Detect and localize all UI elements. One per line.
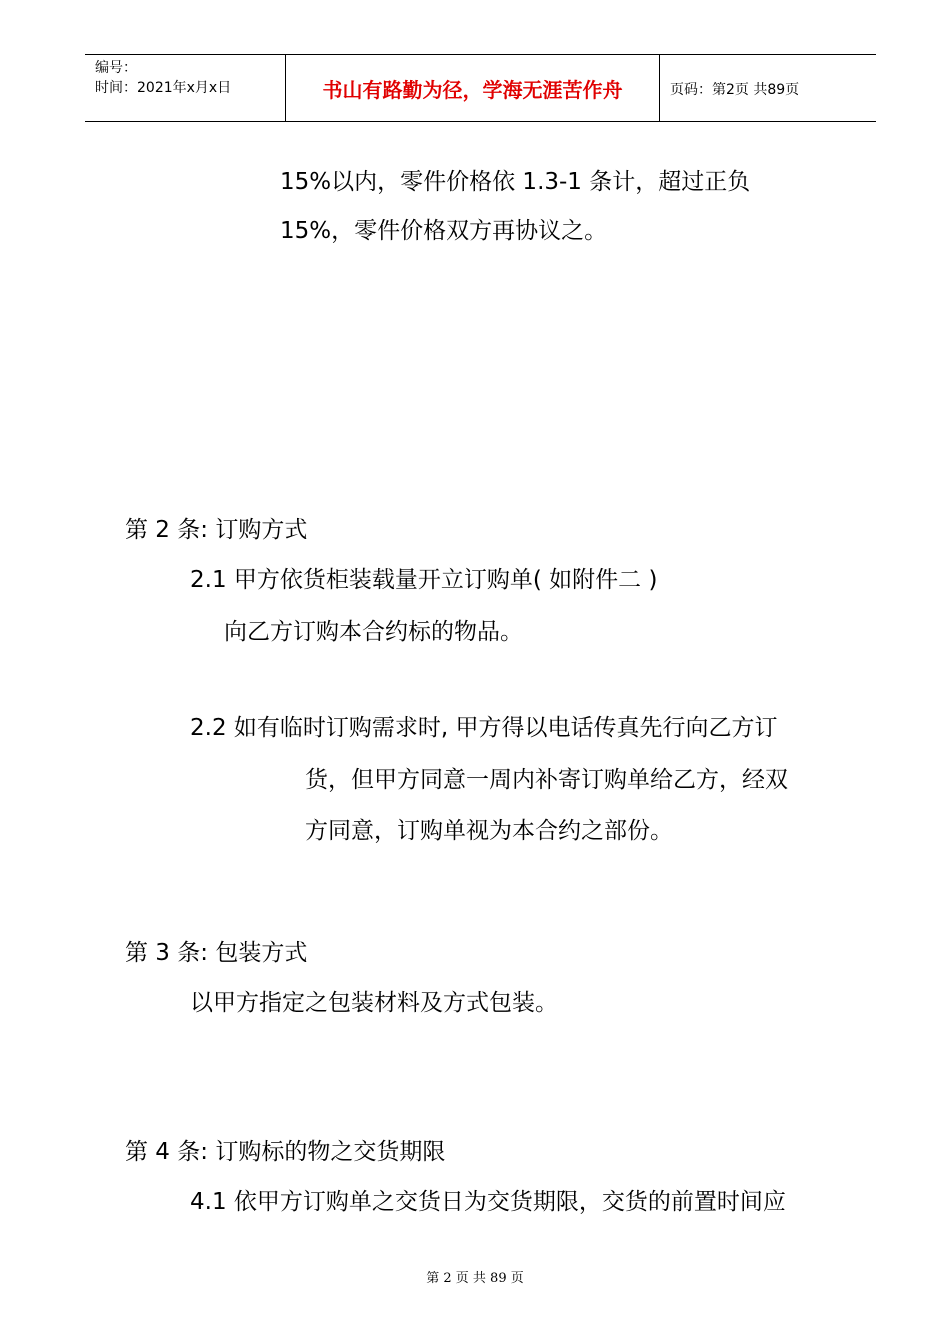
article-3-heading: 第 3 条: 包装方式: [125, 940, 308, 966]
header-meta: [85, 55, 286, 122]
body-line: 15%以内，零件价格依 1.3-1 条计，超过正负: [280, 169, 751, 195]
document-number-label: 编号：: [95, 60, 137, 76]
clause-4-1: 4.1 依甲方订购单之交货日为交货期限，交货的前置时间应: [190, 1189, 786, 1215]
document-date-label: 时间：2021年x月x日: [95, 80, 232, 96]
page-footer: 第 2 页 共 89 页: [426, 1271, 524, 1286]
body-line: 15%，零件价格双方再协议之。: [280, 218, 608, 244]
article-2-heading: 第 2 条: 订购方式: [125, 517, 308, 543]
page-header: [85, 54, 876, 122]
clause-2-1: 2.1 甲方依货柜装载量开立订购单( 如附件二 ): [190, 567, 658, 593]
header-page-info: 页码：第2页 共89页: [670, 81, 800, 98]
clause-2-2: 2.2 如有临时订购需求时, 甲方得以电话传真先行向乙方订: [190, 715, 778, 741]
header-motto: 书山有路勤为径，学海无涯苦作舟: [286, 55, 660, 122]
article-4-heading: 第 4 条: 订购标的物之交货期限: [125, 1139, 446, 1165]
clause-2-2-continued: 货，但甲方同意一周内补寄订购单给乙方，经双: [305, 767, 788, 793]
article-3-text: 以甲方指定之包装材料及方式包装。: [190, 990, 558, 1016]
clause-2-1-continued: 向乙方订购本合约标的物品。: [224, 619, 523, 645]
clause-2-2-continued: 方同意，订购单视为本合约之部份。: [305, 818, 673, 844]
